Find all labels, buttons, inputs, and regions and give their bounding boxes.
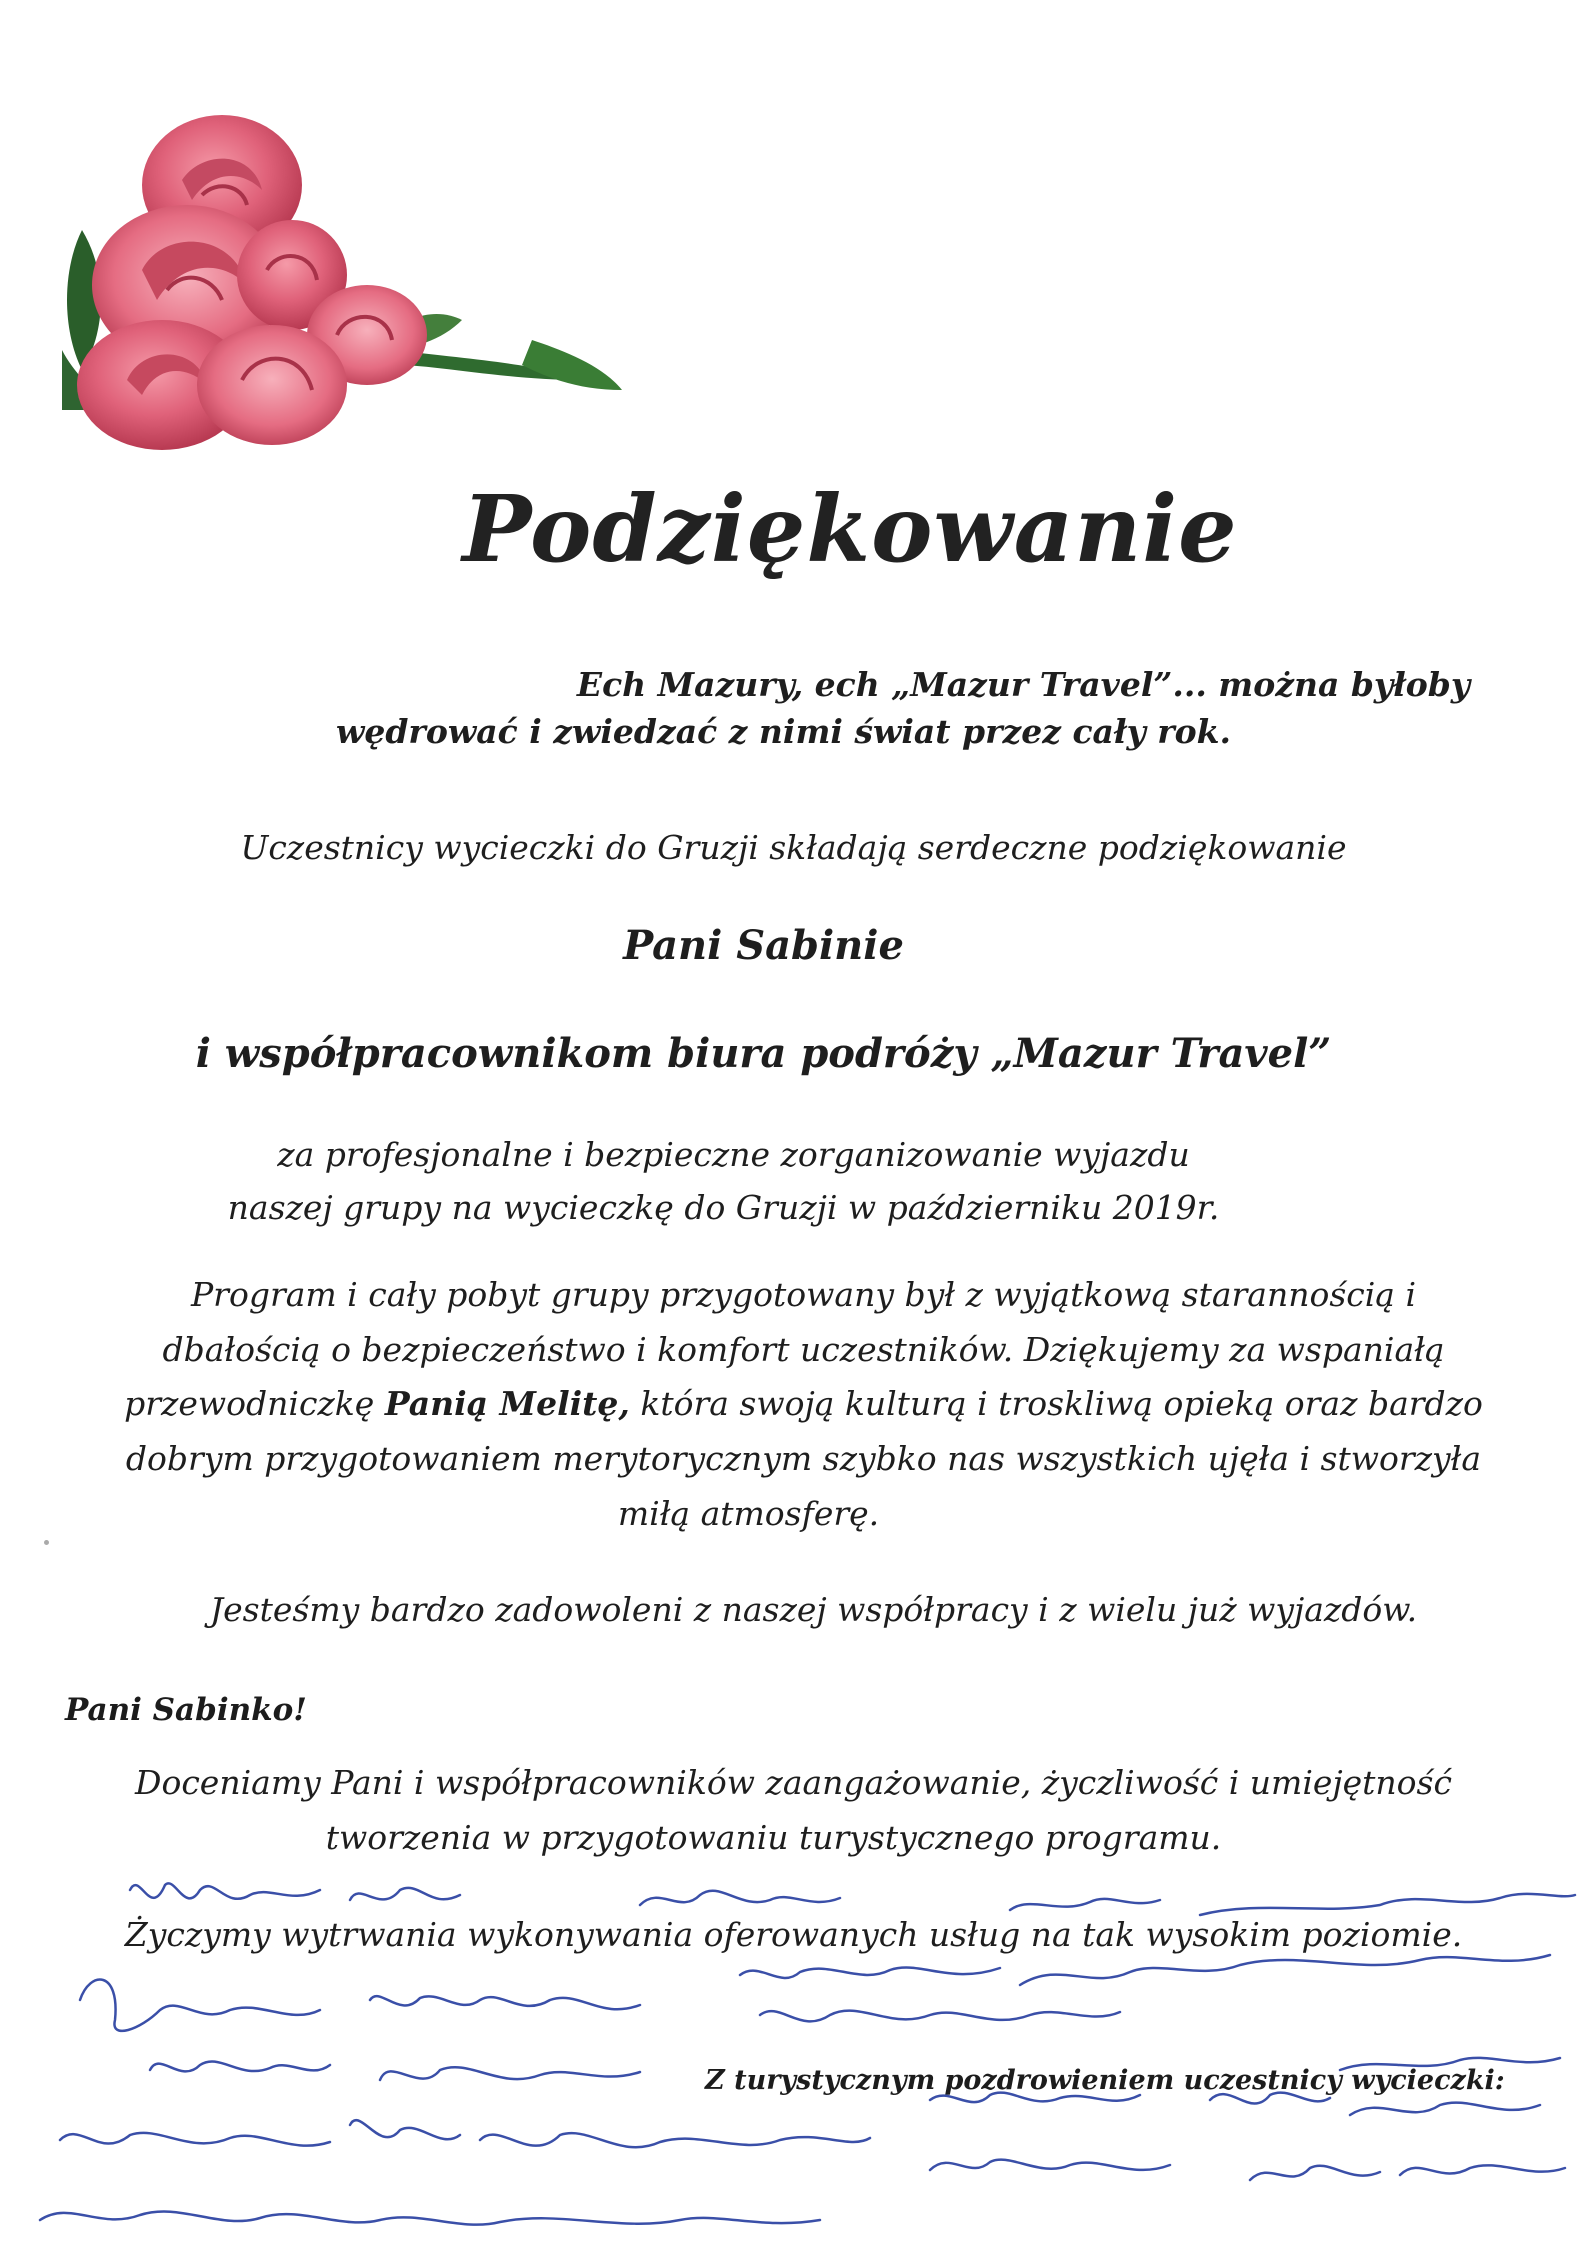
paragraph-line-5: miłą atmosferę. bbox=[617, 1494, 880, 1533]
paragraph-line-3-start: przewodniczkę bbox=[124, 1384, 385, 1423]
paragraph-line-2: dbałością o bezpieczeństwo i komfort uczestników. Dziękujemy za wspaniałą bbox=[162, 1330, 1445, 1369]
paragraph-line-1: Program i cały pobyt grupy przygotowany był z wyjątkową starannością i bbox=[190, 1275, 1417, 1314]
closing-line: Z turystycznym pozdrowieniem uczestnicy wycieczki: bbox=[705, 2065, 1505, 2096]
intro-line-1: Ech Mazury, ech „Mazur Travel”... można byłoby bbox=[576, 665, 1471, 704]
guide-name: Panią Melitę, bbox=[384, 1384, 630, 1423]
signature-row-5 bbox=[40, 2211, 820, 2224]
signature-row-3 bbox=[150, 2058, 1560, 2115]
scan-mark bbox=[44, 1540, 49, 1545]
appreciation-line-3: Życzymy wytrwania wykonywania oferowanych usług na tak wysokim poziomie. bbox=[124, 1915, 1463, 1954]
thanks-reason-2: naszej grupy na wycieczkę do Gruzji w październiku 2019r. bbox=[227, 1188, 1220, 1227]
signature-row-2 bbox=[80, 1955, 1550, 2031]
appreciation-line-2: tworzenia w przygotowaniu turystycznego programu. bbox=[325, 1818, 1222, 1857]
handwritten-signatures bbox=[0, 1880, 1587, 2245]
thanks-line: Uczestnicy wycieczki do Gruzji składają serdeczne podziękowanie bbox=[240, 828, 1347, 867]
salutation: Pani Sabinko! bbox=[65, 1692, 307, 1728]
recipient-agency: i współpracownikom biura podróży „Mazur Travel” bbox=[195, 1030, 1332, 1077]
page-title: Podziękowanie bbox=[462, 475, 1238, 583]
appreciation-line-1: Doceniamy Pani i współpracowników zaangażowanie, życzliwość i umiejętność bbox=[135, 1763, 1452, 1802]
roses-illustration bbox=[62, 110, 632, 450]
intro-line-2: wędrować i zwiedzać z nimi świat przez cały rok. bbox=[335, 712, 1232, 751]
paragraph-line-3-end: która swoją kulturą i troskliwą opieką oraz bardzo bbox=[629, 1384, 1483, 1423]
paragraph-line-4: dobrym przygotowaniem merytorycznym szybko nas wszystkich ujęła i stworzyła bbox=[125, 1439, 1482, 1478]
recipient-name: Pani Sabinie bbox=[623, 922, 904, 969]
rose-bottom-middle bbox=[197, 325, 347, 445]
paragraph-line-3 bbox=[10, 1384, 1587, 1423]
thanks-reason-1: za profesjonalne i bezpieczne zorganizowanie wyjazdu bbox=[277, 1135, 1190, 1174]
signature-row-4 bbox=[60, 2120, 1565, 2180]
signature-row-1 bbox=[130, 1883, 1575, 1915]
satisfaction-line: Jesteśmy bardzo zadowoleni z naszej współpracy i z wielu już wyjazdów. bbox=[209, 1590, 1418, 1629]
